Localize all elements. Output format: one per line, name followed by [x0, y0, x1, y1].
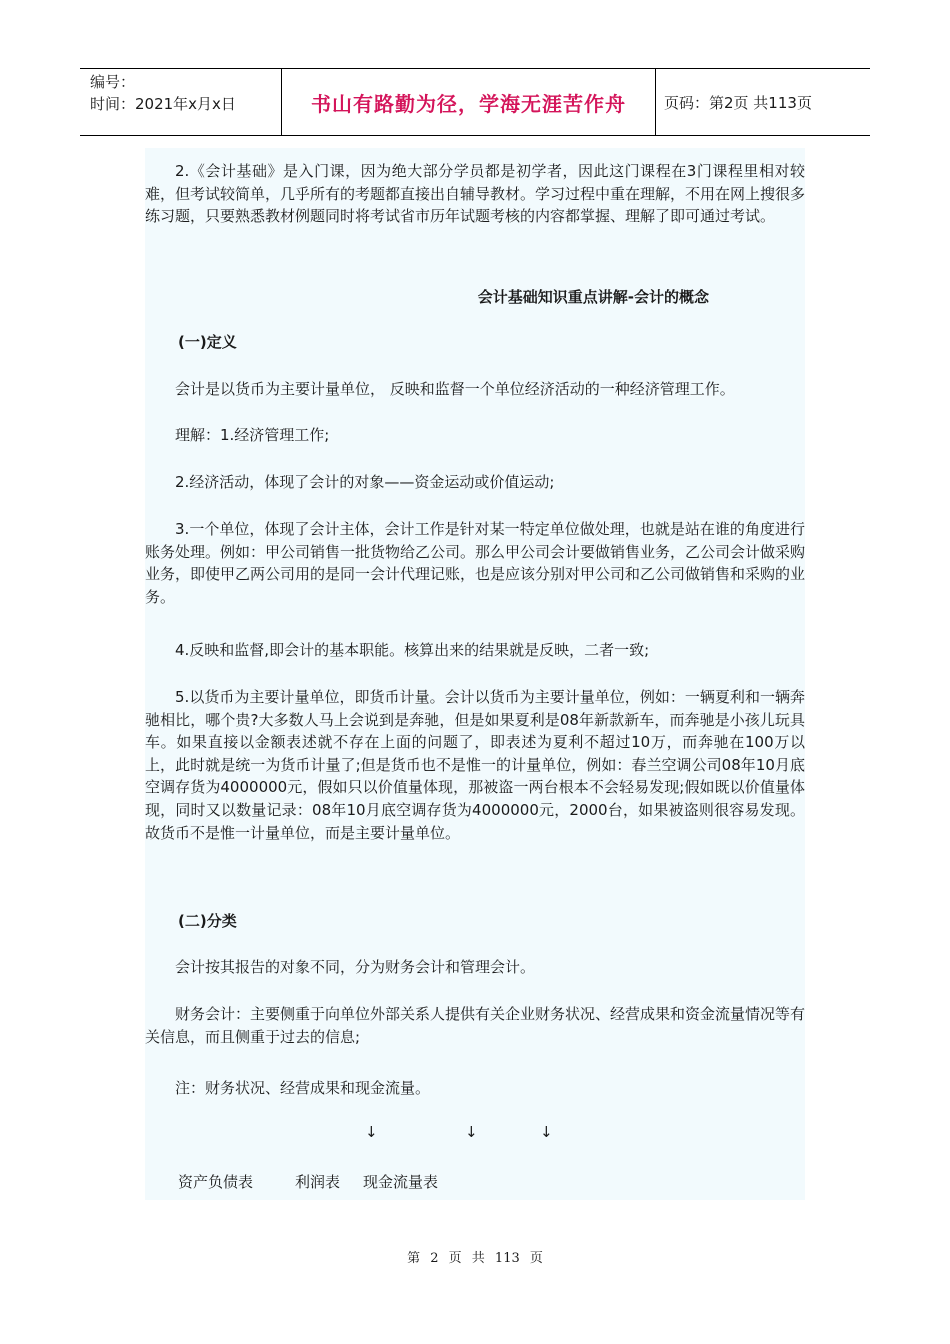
heading-definition: (一)定义 [178, 333, 237, 351]
heading-classification: (二)分类 [178, 912, 237, 930]
page-footer: 第 2 页 共 113 页 [407, 1251, 543, 1266]
header-meta [80, 69, 282, 135]
down-arrow-icon: ↓ [365, 1123, 378, 1141]
classification-paragraph: 会计按其报告的对象不同，分为财务会计和管理会计。 [175, 958, 536, 976]
header-motto-cell [282, 69, 656, 135]
section-title: 会计基础知识重点讲解-会计的概念 [477, 288, 709, 306]
page-header [80, 68, 870, 136]
header-page-info: 页码：第2页 共113页 [664, 93, 812, 112]
down-arrow-icon: ↓ [465, 1123, 478, 1141]
document-number-label: 编号： [90, 73, 136, 91]
understanding-point-4: 4.反映和监督,即会计的基本职能。核算出来的结果就是反映，二者一致; [175, 641, 650, 659]
down-arrow-icon: ↓ [540, 1123, 553, 1141]
document-body [145, 148, 805, 1200]
definition-paragraph: 会计是以货币为主要计量单位， 反映和监督一个单位经济活动的一种经济管理工作。 [175, 380, 735, 398]
intro-paragraph: 2.《会计基础》是入门课，因为绝大部分学员都是初学者，因此这门课程在3门课程里相对较难，但考试较简单，几乎所有的考题都直接出自辅导教材。学习过程中重在理解，不用在网上搜很多练习题，只要熟悉教材例题同时将考试省市历年试题考核的内容都掌握、理解了即可通过考试。 [145, 162, 806, 226]
financial-accounting-paragraph: 财务会计：主要侧重于向单位外部关系人提供有关企业财务状况、经营成果和资金流量情况等有关信息，而且侧重于过去的信息; [145, 1005, 806, 1046]
statement-income: 利润表 [295, 1173, 341, 1191]
header-page-info-cell [656, 69, 870, 135]
statement-balance-sheet: 资产负债表 [178, 1173, 254, 1191]
understanding-point-1: 理解：1.经济管理工作; [175, 426, 330, 444]
note-paragraph: 注：财务状况、经营成果和现金流量。 [175, 1079, 431, 1097]
header-motto: 书山有路勤为径，学海无涯苦作舟 [311, 91, 626, 116]
document-date: 时间：2021年x月x日 [90, 95, 236, 113]
understanding-point-5: 5.以货币为主要计量单位，即货币计量。会计以货币为主要计量单位，例如：一辆夏利和一辆奔驰相比，哪个贵?大多数人马上会说到是奔驰，但是如果夏利是08年新款新车，而奔驰是小孩儿玩具车。如果直接以金额表述就不存在上面的问题了，即表述为夏利不超过10万，而奔驰在100万以上，此时就是统一为货币计量了;但是货币也不是惟一的计量单位，例如：春兰空调公司08年10月底空调存货为4000000元，假如只以价值量体现，那被盗一两台根本不会轻易发现;假如既以价值量体现，同时又以数量记录：08年10月底空调存货为4000000元，2000台，如果被盗则很容易发现。故货币不是惟一计量单位，而是主要计量单位。 [145, 688, 805, 842]
understanding-point-2: 2.经济活动，体现了会计的对象——资金运动或价值运动; [175, 473, 555, 491]
statement-cash-flow: 现金流量表 [363, 1173, 439, 1191]
understanding-point-3: 3.一个单位，体现了会计主体，会计工作是针对某一特定单位做处理，也就是站在谁的角度进行账务处理。例如：甲公司销售一批货物给乙公司。那么甲公司会计要做销售业务，乙公司会计做采购业务，即使甲乙两公司用的是同一会计代理记账，也是应该分别对甲公司和乙公司做销售和采购的业务。 [145, 520, 806, 606]
